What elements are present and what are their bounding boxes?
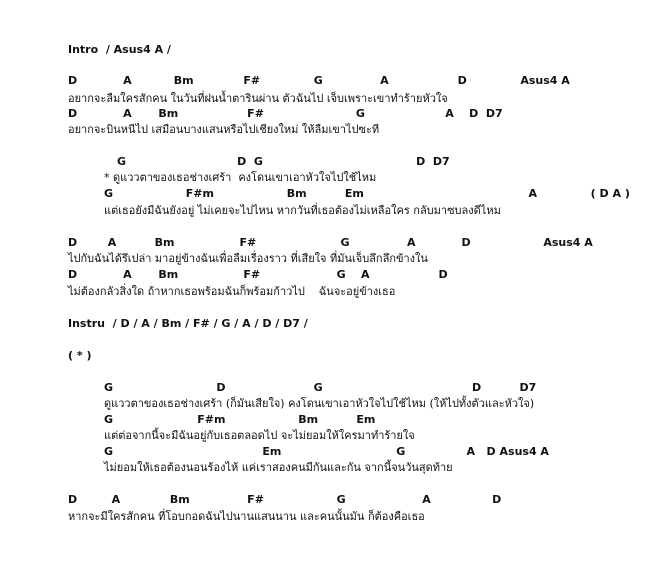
verse1-lyric-line-1: อยากจะลืมใครสักคน ในวันที่ฝนน้ำตารินผ่าน ตัวฉันไป เจ็บเพราะเขาทำร้ายหัวใจ — [68, 92, 448, 105]
verse2-chord-line-2: D A Bm F# G A D — [68, 268, 448, 281]
verse1-chord-line-2: D A Bm F# G A D D7 — [68, 107, 503, 120]
chorus2-lyric-line-1: ดูแววตาของเธอช่างเศร้า (ก็มันเสียใจ) คงโดนเขาเอาหัวใจไปใช้ไหม (ให้ไปทั้งตัวและหัวใจ) — [104, 397, 535, 410]
chorus1-lyric-line-2: แต่เธอยังมีฉันยังอยู่ ไม่เคยจะไปไหน หากวันที่เธอต้องไม่เหลือใคร กลับมาซบลงดีไหม — [104, 204, 501, 217]
chorus2-lyric-line-3: ไม่ยอมให้เธอต้องนอนร้องไห้ แค่เราสองคนมีกันและกัน จากนี้จนวันสุดท้าย — [104, 461, 453, 474]
ending-lyric-line: หากจะมีใครสักคน ที่โอบกอดฉันไปนานแสนนาน และคนนั้นมัน ก็ต้องคือเธอ — [68, 510, 425, 523]
verse2-lyric-line-1: ไปกับฉันได้รึเปล่า มาอยู่ข้างฉันเพื่อลืมเรื่องราว ที่เสียใจ ที่มันเจ็บลึกลึกข้างใน — [68, 252, 428, 265]
chorus2-lyric-line-2: แต่ต่อจากนี้จะมีฉันอยู่กับเธอตลอดไป จะไม่ยอมให้ใครมาทำร้ายใจ — [104, 429, 415, 442]
chorus1-chord-line-2: G F#m Bm Em A ( D A ) — [104, 187, 630, 200]
repeat-chorus-mark: ( * ) — [68, 349, 92, 362]
ending-chord-line: D A Bm F# G A D — [68, 493, 502, 506]
verse1-chord-line-1: D A Bm F# G A D Asus4 A — [68, 74, 570, 87]
intro-line: Intro / Asus4 A / — [68, 43, 171, 56]
chorus1-lyric-line-1: * ดูแววตาของเธอช่างเศร้า คงโดนเขาเอาหัวใจไปใช้ไหม — [104, 171, 377, 184]
chorus1-chord-line-1: G D G D D7 — [117, 155, 450, 168]
verse2-lyric-line-2: ไม่ต้องกลัวสิ่งใด ถ้าหากเธอพร้อมฉันก็พร้อมก้าวไป ฉันจะอยู่ข้างเธอ — [68, 285, 396, 298]
chorus2-chord-line-1: G D G D D7 — [104, 381, 537, 394]
instrumental-line: Instru / D / A / Bm / F# / G / A / D / D7 / — [68, 317, 308, 330]
verse1-lyric-line-2: อยากจะบินหนีไป เสมือนบางแสนหรือไปเชียงใหม่ ให้ลืมเขาไปซะที — [68, 123, 380, 136]
chorus2-chord-line-2: G F#m Bm Em — [104, 413, 376, 426]
chorus2-chord-line-3: G Em G A D Asus4 A — [104, 445, 549, 458]
verse2-chord-line-1: D A Bm F# G A D Asus4 A — [68, 236, 593, 249]
